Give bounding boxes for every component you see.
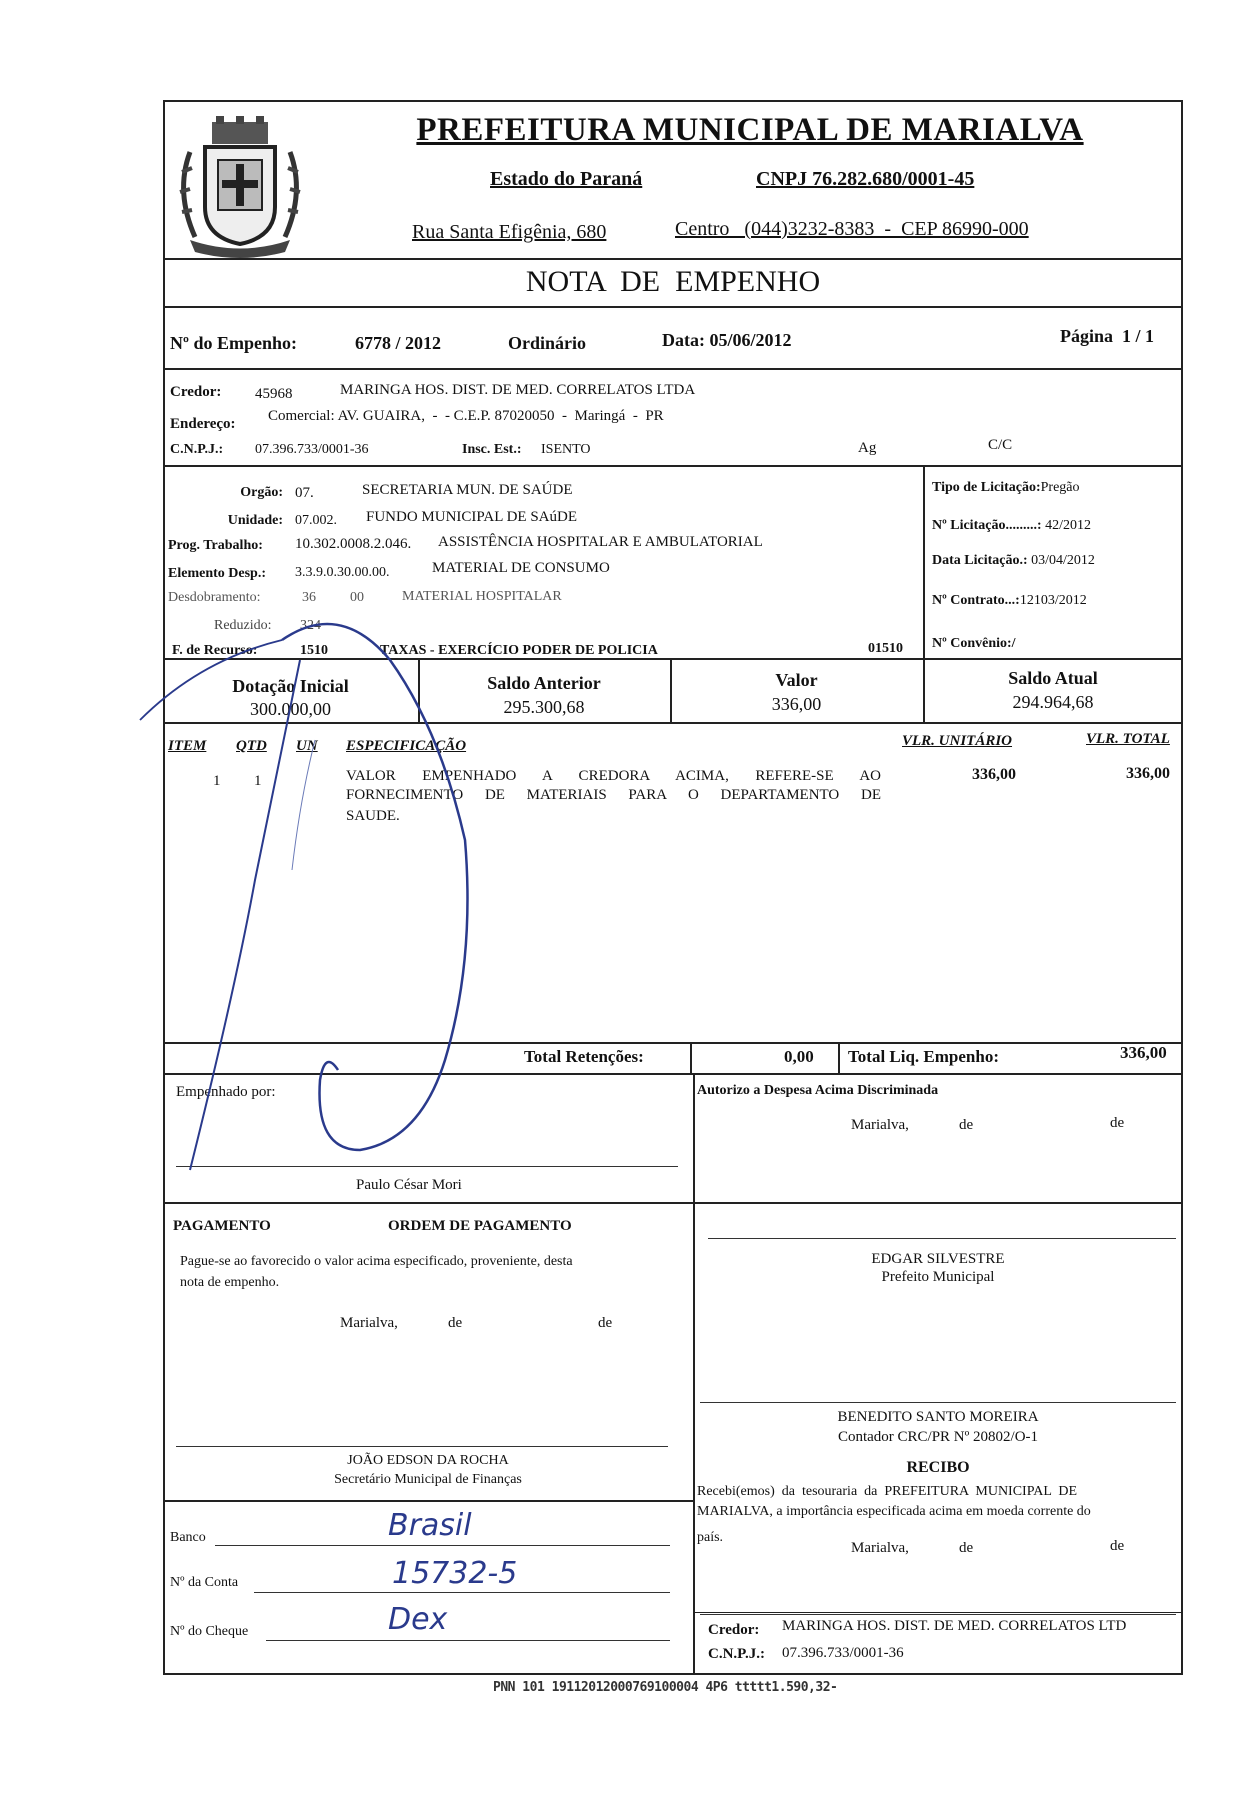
orgao-label: Orgão: — [240, 485, 283, 500]
unidade-nome: FUNDO MUNICIPAL DE SAúDE — [366, 509, 577, 525]
col-un: UN — [296, 738, 318, 754]
autenticacao-mecanica: PNN 101 19112012000769100004 4P6 ttttt1.590,32- — [493, 1680, 838, 1695]
total-retencoes-label: Total Retenções: — [524, 1047, 644, 1066]
recibo-cidade: Marialva, — [851, 1540, 909, 1556]
prefeito-nome: EDGAR SILVESTRE — [871, 1251, 1005, 1267]
elemento-label: Elemento Desp.: — [168, 566, 266, 581]
credor-codigo: 45968 — [255, 386, 293, 402]
empenhado-por-label: Empenhado por: — [176, 1084, 276, 1100]
credor-endereco: Comercial: AV. GUAIRA, - - C.E.P. 87020050 - Maringá - PR — [268, 408, 664, 424]
nota-empenho-title: NOTA DE EMPENHO — [525, 265, 821, 298]
endereco-label: Endereço: — [170, 416, 236, 432]
desdobramento-codigo: 36 — [302, 590, 316, 605]
item-vlr-total: 336,00 — [1126, 765, 1170, 782]
contador-cargo: Contador CRC/PR Nº 20802/O-1 — [837, 1429, 1039, 1445]
recibo-signature-line — [700, 1614, 1176, 1615]
credor-nome: MARINGA HOS. DIST. DE MED. CORRELATOS LTDA — [340, 382, 696, 398]
autorizo-de-1: de — [959, 1117, 974, 1133]
item-vlr-unit: 336,00 — [972, 766, 1016, 783]
valor-label: Valor — [775, 670, 818, 690]
rule-tot-2 — [838, 1042, 840, 1073]
recurso-label: F. de Recurso: — [172, 643, 258, 658]
unidade-codigo: 07.002. — [295, 513, 337, 528]
rule-tot-1 — [690, 1042, 692, 1073]
cheque-label: Nº do Cheque — [170, 1624, 249, 1639]
recurso-cod: 01510 — [868, 641, 903, 656]
lic-numero-label: Nº Licitação.........: — [932, 518, 1042, 533]
rule-credor-bottom — [163, 465, 1183, 467]
banco-label: Banco — [170, 1530, 206, 1545]
rule-empenho-bottom — [163, 368, 1183, 370]
autorizo-label: Autorizo a Despesa Acima Discriminada — [697, 1083, 939, 1098]
item-descricao-3: SAUDE. — [346, 808, 400, 824]
credor-cnpj: 07.396.733/0001-36 — [255, 442, 369, 457]
total-retencoes-valor: 0,00 — [784, 1047, 814, 1066]
contador-signature-line — [700, 1402, 1176, 1403]
prefeitura-rua: Rua Santa Efigênia, 680 — [412, 221, 607, 243]
col-vlr-unitario: VLR. UNITÁRIO — [902, 733, 1013, 749]
cheque-line — [266, 1640, 670, 1641]
total-liquido-label: Total Liq. Empenho: — [848, 1047, 999, 1066]
empenhado-nome: Paulo César Mori — [356, 1177, 462, 1193]
recibo-cnpj-label: C.N.P.J.: — [708, 1646, 765, 1662]
empenho-numero: 6778 / 2012 — [355, 333, 442, 353]
lic-tipo-label: Tipo de Licitação: — [932, 480, 1041, 495]
rule-itens-bottom — [163, 1042, 1183, 1044]
credor-label: Credor: — [170, 384, 222, 400]
valor-valor: 336,00 — [771, 694, 822, 714]
lic-contrato-valor: 12103/2012 — [1019, 593, 1087, 608]
rule-header-bottom — [163, 258, 1183, 260]
recibo-texto-1: Recebi(emos) da tesouraria da PREFEITURA MUNICIPAL DE — [697, 1484, 1078, 1499]
reduzido-label: Reduzido: — [214, 618, 272, 633]
insc-label: Insc. Est.: — [462, 442, 522, 457]
conta-line — [254, 1592, 670, 1593]
ordem-pagamento-label: ORDEM DE PAGAMENTO — [388, 1218, 572, 1234]
rule-recibo-credor — [693, 1612, 1183, 1613]
rule-saldos-bottom — [163, 722, 1183, 724]
empenho-pagina: Página 1 / 1 — [1060, 326, 1155, 346]
rule-title-bottom — [163, 306, 1183, 308]
prefeitura-endereco: Centro (044)3232-8383 - CEP 86990-000 — [675, 218, 1029, 240]
col-vlr-total: VLR. TOTAL — [1086, 731, 1170, 747]
banco-valor: Brasil — [388, 1508, 472, 1543]
prog-nome: ASSISTÊNCIA HOSPITALAR E AMBULATORIAL — [438, 534, 763, 550]
pagamento-cidade: Marialva, — [340, 1315, 398, 1331]
rule-lic-bottom — [923, 658, 1183, 660]
orgao-nome: SECRETARIA MUN. DE SAÚDE — [362, 482, 573, 498]
cheque-valor: Dex — [388, 1602, 448, 1637]
elemento-codigo: 3.3.9.0.30.00.00. — [295, 565, 390, 580]
pagamento-texto-1: Pague-se ao favorecido o valor acima especificado, proveniente, desta — [180, 1254, 573, 1269]
pagamento-texto-2: nota de empenho. — [180, 1275, 280, 1290]
dotacao-label: Dotação Inicial — [232, 676, 349, 696]
desdobramento-nome: MATERIAL HOSPITALAR — [402, 589, 562, 604]
cnpj-label: C.N.P.J.: — [170, 442, 224, 457]
prefeitura-cnpj: CNPJ 76.282.680/0001-45 — [756, 168, 975, 190]
recurso-nome: TAXAS - EXERCÍCIO PODER DE POLICIA — [380, 643, 658, 658]
dotacao-valor: 300.000,00 — [250, 699, 331, 719]
desdobramento-label: Desdobramento: — [168, 590, 261, 605]
empenho-data: Data: 05/06/2012 — [662, 330, 792, 350]
rule-totais-bottom — [163, 1073, 1183, 1075]
recibo-cnpj: 07.396.733/0001-36 — [782, 1645, 904, 1661]
conta-label: Nº da Conta — [170, 1575, 239, 1590]
secretario-nome: JOÃO EDSON DA ROCHA — [347, 1453, 509, 1468]
credor-cc: C/C — [988, 437, 1013, 453]
rule-bottom-split — [693, 1073, 695, 1675]
saldo-anterior-valor: 295.300,68 — [503, 697, 585, 717]
rule-pagamento-bottom — [163, 1500, 693, 1502]
brasao-icon — [170, 112, 310, 262]
credor-insc: ISENTO — [541, 442, 591, 457]
prefeito-signature-line — [708, 1238, 1176, 1239]
lic-tipo-valor: Pregão — [1040, 480, 1080, 495]
prog-codigo: 10.302.0008.2.046. — [295, 536, 412, 552]
prefeito-cargo: Prefeito Municipal — [881, 1269, 995, 1285]
empenho-tipo: Ordinário — [508, 333, 587, 353]
recurso-codigo: 1510 — [300, 643, 328, 658]
pagamento-label: PAGAMENTO — [173, 1218, 271, 1234]
recibo-title: RECIBO — [906, 1459, 970, 1476]
saldo-atual-label: Saldo Atual — [1008, 668, 1098, 688]
rule-empenhado-bottom — [163, 1202, 1183, 1204]
recibo-texto-3: país. — [697, 1530, 724, 1545]
col-especificacao: ESPECIFICAÇÃO — [346, 738, 467, 754]
lic-convenio: Nº Convênio:/ — [932, 636, 1016, 651]
lic-data-valor: 03/04/2012 — [1031, 553, 1095, 568]
saldo-atual-valor: 294.964,68 — [1012, 692, 1094, 712]
elemento-nome: MATERIAL DE CONSUMO — [432, 560, 610, 576]
prefeitura-title: PREFEITURA MUNICIPAL DE MARIALVA — [416, 112, 1084, 148]
pagamento-de-2: de — [598, 1315, 613, 1331]
recibo-credor-label: Credor: — [708, 1622, 760, 1638]
autorizo-cidade: Marialva, — [851, 1117, 909, 1133]
recibo-de-2: de — [1110, 1538, 1125, 1554]
col-qtd: QTD — [236, 738, 267, 754]
conta-valor: 15732-5 — [392, 1556, 518, 1591]
contador-nome: BENEDITO SANTO MOREIRA — [837, 1409, 1039, 1425]
lic-data-label: Data Licitação.: — [932, 553, 1028, 568]
banco-line — [215, 1545, 670, 1546]
item-descricao-2: FORNECIMENTO DE MATERIAIS PARA O DEPARTAMENTO DE — [346, 787, 881, 803]
prog-label: Prog. Trabalho: — [168, 538, 263, 553]
lic-contrato-label: Nº Contrato...: — [932, 593, 1020, 608]
lic-numero-valor: 42/2012 — [1045, 518, 1091, 533]
total-liquido-valor: 336,00 — [1120, 1043, 1167, 1062]
saldo-anterior-label: Saldo Anterior — [487, 673, 601, 693]
unidade-label: Unidade: — [227, 513, 283, 528]
item-descricao-1: VALOR EMPENHADO A CREDORA ACIMA, REFERE-SE AO — [346, 768, 881, 784]
credor-ag: Ag — [858, 440, 877, 456]
empenhado-signature-line — [176, 1166, 678, 1167]
col-item: ITEM — [168, 738, 207, 754]
recibo-de-1: de — [959, 1540, 974, 1556]
autorizo-de-2: de — [1110, 1115, 1125, 1131]
reduzido-codigo: 324 — [300, 618, 321, 633]
orgao-codigo: 07. — [295, 485, 314, 501]
pagamento-de-1: de — [448, 1315, 463, 1331]
estado: Estado do Paraná — [490, 168, 643, 190]
empenho-label: Nº do Empenho: — [170, 333, 297, 353]
secretario-cargo: Secretário Municipal de Finanças — [334, 1472, 522, 1487]
item-numero: 1 — [213, 773, 221, 789]
rule-lic-left — [923, 465, 925, 658]
item-qtd: 1 — [254, 773, 262, 789]
recibo-credor-nome: MARINGA HOS. DIST. DE MED. CORRELATOS LTD — [782, 1618, 1127, 1634]
secretario-signature-line — [176, 1446, 668, 1447]
recibo-texto-2: MARIALVA, a importância especificada acima em moeda corrente do — [697, 1504, 1091, 1519]
desdobramento-sub: 00 — [350, 590, 364, 605]
